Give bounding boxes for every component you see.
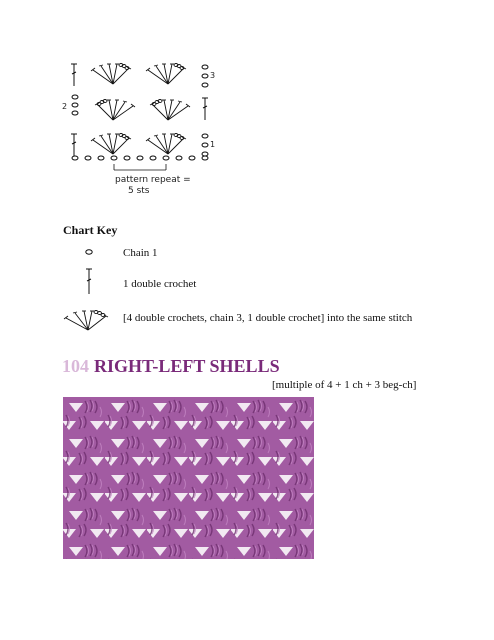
key-text-shell: [4 double crochets, chain 3, 1 double crochet] into the same stitch	[123, 312, 413, 324]
pattern-multiple: [multiple of 4 + 1 ch + 3 beg-ch]	[272, 379, 417, 391]
diagram-row-1	[71, 134, 215, 157]
key-text-double-crochet: 1 double crochet	[123, 278, 197, 290]
pattern-repeat-caption: pattern repeat =	[115, 175, 191, 185]
pattern-heading	[62, 356, 280, 377]
row-number-1: 1	[210, 140, 216, 149]
pattern-number: 104	[62, 356, 89, 376]
shell-fan-icon	[58, 308, 118, 332]
pattern-repeat-count: 5 sts	[128, 186, 150, 196]
crochet-stitch-diagram	[58, 50, 228, 200]
row-number-2: 2	[62, 102, 68, 111]
diagram-row-3	[71, 64, 215, 88]
double-crochet-icon	[58, 266, 118, 296]
diagram-row-2	[62, 95, 208, 120]
row-number-3: 3	[210, 71, 216, 80]
chart-key-title: Chart Key	[63, 223, 118, 237]
crochet-swatch-photo	[63, 397, 314, 559]
foundation-chain	[72, 156, 208, 160]
chain-oval-icon	[58, 246, 118, 260]
pattern-repeat-bracket	[114, 164, 166, 170]
pattern-name: RIGHT-LEFT SHELLS	[94, 356, 280, 376]
key-text-chain: Chain 1	[123, 247, 158, 259]
